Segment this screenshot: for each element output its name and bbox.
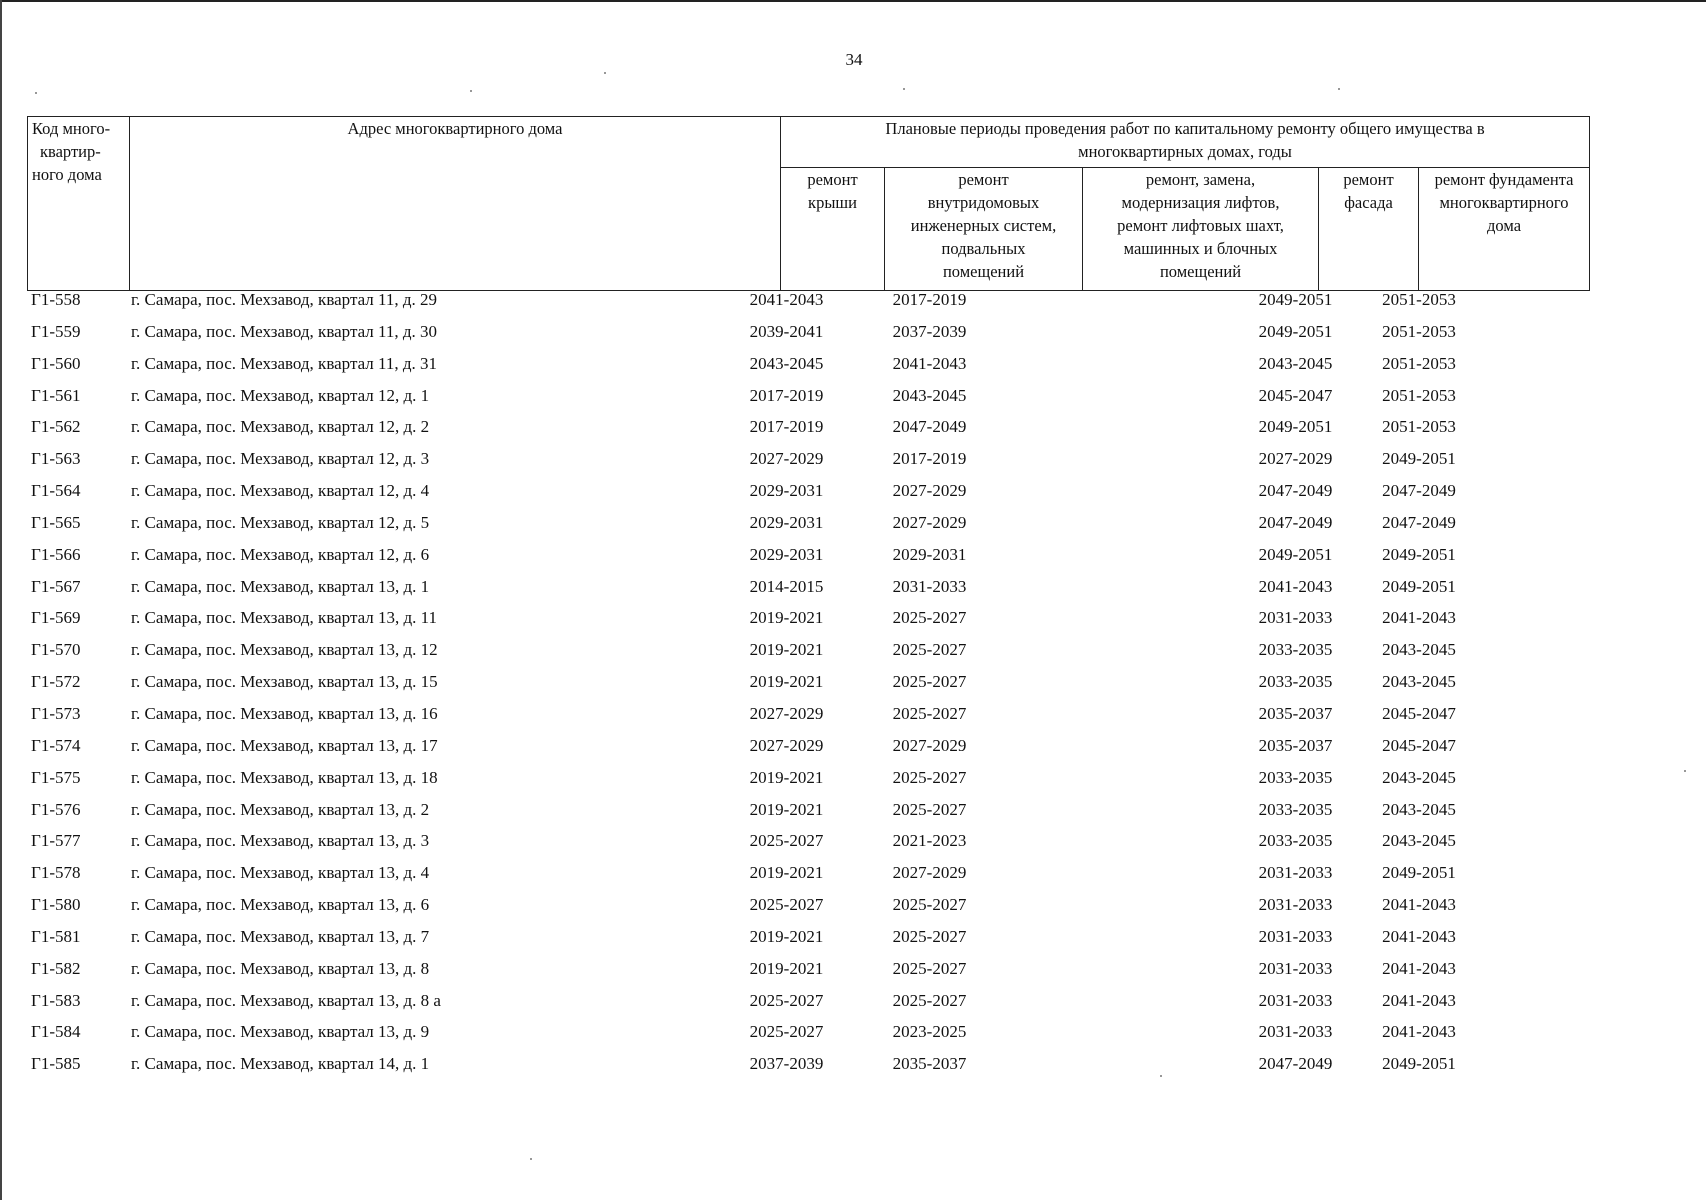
cell-foundation: 2043-2045 bbox=[1382, 767, 1456, 787]
header-facade-cell bbox=[1319, 168, 1419, 291]
cell-engineering: 2025-2027 bbox=[892, 767, 967, 787]
cell-foundation: 2049-2051 bbox=[1382, 1054, 1456, 1074]
cell-code: Г1-566 bbox=[31, 544, 81, 564]
cell-code: Г1-576 bbox=[31, 799, 81, 819]
cell-facade: 2033-2035 bbox=[1258, 767, 1333, 787]
header-engineering-line: инженерных систем, bbox=[910, 216, 1057, 235]
cell-code: Г1-569 bbox=[31, 608, 81, 628]
cell-foundation: 2051-2053 bbox=[1382, 417, 1456, 437]
cell-foundation: 2041-2043 bbox=[1382, 895, 1456, 915]
cell-foundation: 2051-2053 bbox=[1382, 321, 1456, 341]
table-row bbox=[27, 640, 1589, 672]
table-row bbox=[27, 895, 1589, 927]
cell-engineering: 2025-2027 bbox=[892, 640, 967, 660]
header-lift-cell bbox=[1083, 168, 1319, 291]
cell-roof: 2017-2019 bbox=[749, 385, 824, 405]
cell-facade: 2035-2037 bbox=[1258, 735, 1333, 755]
cell-engineering: 2035-2037 bbox=[892, 1054, 967, 1074]
cell-roof: 2025-2027 bbox=[749, 831, 824, 851]
table-row bbox=[27, 449, 1589, 481]
cell-engineering: 2017-2019 bbox=[892, 449, 967, 469]
table-row bbox=[27, 322, 1589, 354]
cell-foundation: 2043-2045 bbox=[1382, 640, 1456, 660]
cell-engineering: 2025-2027 bbox=[892, 926, 967, 946]
cell-foundation: 2041-2043 bbox=[1382, 608, 1456, 628]
cell-address: г. Самара, пос. Мехзавод, квартал 13, д. 15 bbox=[131, 672, 438, 692]
cell-code: Г1-578 bbox=[31, 863, 81, 883]
cell-facade: 2033-2035 bbox=[1258, 799, 1333, 819]
scan-speck bbox=[1160, 1075, 1162, 1077]
cell-address: г. Самара, пос. Мехзавод, квартал 13, д. 7 bbox=[131, 926, 430, 946]
header-foundation-line: дома bbox=[1487, 216, 1522, 235]
cell-address: г. Самара, пос. Мехзавод, квартал 13, д. 8 а bbox=[131, 990, 441, 1010]
cell-facade: 2033-2035 bbox=[1258, 672, 1333, 692]
cell-code: Г1-570 bbox=[31, 640, 81, 660]
table-row bbox=[27, 577, 1589, 609]
scan-speck bbox=[35, 92, 37, 94]
cell-roof: 2019-2021 bbox=[749, 863, 824, 883]
cell-facade: 2047-2049 bbox=[1258, 512, 1333, 532]
cell-address: г. Самара, пос. Мехзавод, квартал 12, д. 3 bbox=[131, 449, 430, 469]
cell-foundation: 2051-2053 bbox=[1382, 290, 1456, 309]
cell-engineering: 2031-2033 bbox=[892, 576, 967, 596]
cell-code: Г1-583 bbox=[31, 990, 81, 1010]
cell-code: Г1-560 bbox=[31, 353, 81, 373]
page-number: 34 bbox=[845, 50, 863, 69]
cell-foundation: 2041-2043 bbox=[1382, 958, 1456, 978]
header-engineering-line: ремонт bbox=[958, 170, 1009, 189]
header-code-line: ного дома bbox=[32, 165, 102, 184]
cell-address: г. Самара, пос. Мехзавод, квартал 14, д. 1 bbox=[131, 1054, 430, 1074]
cell-code: Г1-575 bbox=[31, 767, 81, 787]
cell-roof: 2027-2029 bbox=[749, 449, 824, 469]
cell-roof: 2039-2041 bbox=[749, 321, 824, 341]
cell-code: Г1-558 bbox=[31, 290, 81, 309]
cell-address: г. Самара, пос. Мехзавод, квартал 12, д. 1 bbox=[131, 385, 430, 405]
scan-speck bbox=[470, 90, 472, 92]
header-foundation-line: многоквартирного bbox=[1439, 193, 1569, 212]
header-code-line: Код много- bbox=[32, 119, 111, 138]
cell-facade: 2045-2047 bbox=[1258, 385, 1333, 405]
cell-facade: 2041-2043 bbox=[1258, 576, 1333, 596]
header-code-line: квартир- bbox=[40, 142, 101, 161]
cell-roof: 2019-2021 bbox=[749, 767, 824, 787]
cell-address: г. Самара, пос. Мехзавод, квартал 12, д. 5 bbox=[131, 512, 430, 532]
cell-foundation: 2041-2043 bbox=[1382, 1022, 1456, 1042]
cell-facade: 2031-2033 bbox=[1258, 958, 1333, 978]
cell-code: Г1-559 bbox=[31, 321, 81, 341]
table-row bbox=[27, 386, 1589, 418]
table-row bbox=[27, 863, 1589, 895]
table-row bbox=[27, 417, 1589, 449]
cell-address: г. Самара, пос. Мехзавод, квартал 13, д. 17 bbox=[131, 735, 438, 755]
cell-foundation: 2045-2047 bbox=[1382, 703, 1456, 723]
table-row bbox=[27, 481, 1589, 513]
cell-address: г. Самара, пос. Мехзавод, квартал 11, д. 30 bbox=[131, 321, 438, 341]
cell-roof: 2025-2027 bbox=[749, 895, 824, 915]
cell-foundation: 2041-2043 bbox=[1382, 990, 1456, 1010]
header-lift-line: модернизация лифтов, bbox=[1121, 193, 1280, 212]
cell-facade: 2047-2049 bbox=[1258, 1054, 1333, 1074]
table-row bbox=[27, 768, 1589, 800]
cell-roof: 2041-2043 bbox=[749, 290, 824, 309]
cell-roof: 2014-2015 bbox=[749, 576, 824, 596]
header-lift-line: помещений bbox=[1159, 262, 1242, 281]
scan-speck bbox=[604, 72, 606, 74]
table-row bbox=[27, 672, 1589, 704]
header-engineering-cell bbox=[885, 168, 1083, 291]
cell-address: г. Самара, пос. Мехзавод, квартал 13, д. 12 bbox=[131, 640, 438, 660]
cell-roof: 2019-2021 bbox=[749, 640, 824, 660]
cell-foundation: 2049-2051 bbox=[1382, 544, 1456, 564]
table-row bbox=[27, 290, 1589, 322]
cell-code: Г1-582 bbox=[31, 958, 81, 978]
cell-engineering: 2029-2031 bbox=[892, 544, 967, 564]
scan-speck bbox=[1338, 88, 1340, 90]
header-lift-line: ремонт лифтовых шахт, bbox=[1117, 216, 1284, 235]
scan-speck bbox=[903, 88, 905, 90]
cell-foundation: 2051-2053 bbox=[1382, 353, 1456, 373]
cell-address: г. Самара, пос. Мехзавод, квартал 11, д. 31 bbox=[131, 353, 438, 373]
cell-roof: 2027-2029 bbox=[749, 703, 824, 723]
table-row bbox=[27, 354, 1589, 386]
header-engineering-line: помещений bbox=[942, 262, 1025, 281]
header-lift-line: машинных и блочных bbox=[1123, 239, 1278, 258]
cell-engineering: 2025-2027 bbox=[892, 672, 967, 692]
cell-address: г. Самара, пос. Мехзавод, квартал 13, д. 16 bbox=[131, 703, 438, 723]
cell-facade: 2031-2033 bbox=[1258, 895, 1333, 915]
cell-foundation: 2049-2051 bbox=[1382, 449, 1456, 469]
cell-address: г. Самара, пос. Мехзавод, квартал 13, д. 9 bbox=[131, 1022, 430, 1042]
cell-code: Г1-561 bbox=[31, 385, 81, 405]
cell-code: Г1-565 bbox=[31, 512, 81, 532]
cell-address: г. Самара, пос. Мехзавод, квартал 12, д. 4 bbox=[131, 481, 430, 501]
header-roof-cell bbox=[781, 168, 885, 291]
header-facade-line: фасада bbox=[1344, 193, 1393, 212]
cell-engineering: 2041-2043 bbox=[892, 353, 967, 373]
cell-code: Г1-564 bbox=[31, 481, 81, 501]
cell-roof: 2019-2021 bbox=[749, 608, 824, 628]
cell-foundation: 2047-2049 bbox=[1382, 512, 1456, 532]
cell-facade: 2043-2045 bbox=[1258, 353, 1333, 373]
cell-engineering: 2025-2027 bbox=[892, 799, 967, 819]
cell-facade: 2027-2029 bbox=[1258, 449, 1333, 469]
cell-roof: 2019-2021 bbox=[749, 958, 824, 978]
table-header bbox=[27, 116, 1590, 291]
cell-facade: 2031-2033 bbox=[1258, 863, 1333, 883]
table-row bbox=[27, 800, 1589, 832]
cell-facade: 2033-2035 bbox=[1258, 640, 1333, 660]
cell-foundation: 2045-2047 bbox=[1382, 735, 1456, 755]
cell-engineering: 2021-2023 bbox=[892, 831, 967, 851]
table-row bbox=[27, 704, 1589, 736]
cell-engineering: 2025-2027 bbox=[892, 958, 967, 978]
cell-code: Г1-580 bbox=[31, 895, 81, 915]
cell-address: г. Самара, пос. Мехзавод, квартал 11, д. 29 bbox=[131, 290, 438, 309]
header-facade-line: ремонт bbox=[1343, 170, 1394, 189]
cell-roof: 2017-2019 bbox=[749, 417, 824, 437]
cell-facade: 2031-2033 bbox=[1258, 608, 1333, 628]
cell-facade: 2033-2035 bbox=[1258, 831, 1333, 851]
cell-foundation: 2049-2051 bbox=[1382, 863, 1456, 883]
header-foundation-line: ремонт фундамента bbox=[1434, 170, 1574, 189]
cell-foundation: 2041-2043 bbox=[1382, 926, 1456, 946]
cell-code: Г1-567 bbox=[31, 576, 81, 596]
cell-roof: 2029-2031 bbox=[749, 481, 824, 501]
cell-engineering: 2027-2029 bbox=[892, 481, 967, 501]
header-roof-line: крыши bbox=[808, 193, 857, 212]
cell-roof: 2029-2031 bbox=[749, 544, 824, 564]
header-engineering-line: внутридомовых bbox=[927, 193, 1040, 212]
cell-facade: 2031-2033 bbox=[1258, 990, 1333, 1010]
cell-roof: 2043-2045 bbox=[749, 353, 824, 373]
cell-engineering: 2023-2025 bbox=[892, 1022, 967, 1042]
table-row bbox=[27, 831, 1589, 863]
cell-engineering: 2025-2027 bbox=[892, 703, 967, 723]
cell-foundation: 2043-2045 bbox=[1382, 831, 1456, 851]
table-row bbox=[27, 513, 1589, 545]
cell-facade: 2035-2037 bbox=[1258, 703, 1333, 723]
cell-engineering: 2025-2027 bbox=[892, 608, 967, 628]
cell-engineering: 2043-2045 bbox=[892, 385, 967, 405]
page-top-border bbox=[0, 0, 1706, 2]
header-engineering-line: подвальных bbox=[941, 239, 1026, 258]
table-row bbox=[27, 608, 1589, 640]
cell-code: Г1-585 bbox=[31, 1054, 81, 1074]
scan-speck bbox=[530, 1158, 532, 1160]
cell-address: г. Самара, пос. Мехзавод, квартал 13, д. 18 bbox=[131, 767, 438, 787]
page-left-border bbox=[0, 0, 2, 1200]
cell-foundation: 2051-2053 bbox=[1382, 385, 1456, 405]
table-row bbox=[27, 545, 1589, 577]
cell-roof: 2037-2039 bbox=[749, 1054, 824, 1074]
header-periods-line: многоквартирных домах, годы bbox=[1078, 142, 1292, 161]
cell-code: Г1-562 bbox=[31, 417, 81, 437]
cell-foundation: 2047-2049 bbox=[1382, 481, 1456, 501]
header-address-label: Адрес многоквартирного дома bbox=[347, 119, 563, 138]
cell-facade: 2049-2051 bbox=[1258, 417, 1333, 437]
cell-address: г. Самара, пос. Мехзавод, квартал 12, д. 6 bbox=[131, 544, 430, 564]
table-row bbox=[27, 1022, 1589, 1054]
cell-foundation: 2043-2045 bbox=[1382, 672, 1456, 692]
cell-engineering: 2027-2029 bbox=[892, 512, 967, 532]
cell-engineering: 2047-2049 bbox=[892, 417, 967, 437]
cell-engineering: 2027-2029 bbox=[892, 863, 967, 883]
cell-facade: 2031-2033 bbox=[1258, 1022, 1333, 1042]
table-body bbox=[27, 290, 1589, 1086]
cell-roof: 2019-2021 bbox=[749, 926, 824, 946]
cell-foundation: 2043-2045 bbox=[1382, 799, 1456, 819]
cell-facade: 2047-2049 bbox=[1258, 481, 1333, 501]
table-row bbox=[27, 1054, 1589, 1086]
cell-facade: 2049-2051 bbox=[1258, 290, 1333, 309]
cell-engineering: 2017-2019 bbox=[892, 290, 967, 309]
cell-address: г. Самара, пос. Мехзавод, квартал 13, д. 8 bbox=[131, 958, 430, 978]
table-row bbox=[27, 991, 1589, 1023]
cell-address: г. Самара, пос. Мехзавод, квартал 12, д. 2 bbox=[131, 417, 430, 437]
cell-facade: 2049-2051 bbox=[1258, 321, 1333, 341]
cell-roof: 2019-2021 bbox=[749, 672, 824, 692]
cell-engineering: 2037-2039 bbox=[892, 321, 967, 341]
cell-roof: 2019-2021 bbox=[749, 799, 824, 819]
cell-code: Г1-574 bbox=[31, 735, 81, 755]
scan-speck bbox=[1684, 770, 1686, 772]
table-row bbox=[27, 959, 1589, 991]
cell-code: Г1-573 bbox=[31, 703, 81, 723]
cell-roof: 2025-2027 bbox=[749, 1022, 824, 1042]
cell-engineering: 2027-2029 bbox=[892, 735, 967, 755]
table-row bbox=[27, 736, 1589, 768]
header-foundation-cell bbox=[1419, 168, 1590, 291]
cell-address: г. Самара, пос. Мехзавод, квартал 13, д. 4 bbox=[131, 863, 430, 883]
cell-foundation: 2049-2051 bbox=[1382, 576, 1456, 596]
cell-roof: 2029-2031 bbox=[749, 512, 824, 532]
cell-roof: 2025-2027 bbox=[749, 990, 824, 1010]
cell-code: Г1-581 bbox=[31, 926, 81, 946]
cell-facade: 2049-2051 bbox=[1258, 544, 1333, 564]
cell-address: г. Самара, пос. Мехзавод, квартал 13, д. 6 bbox=[131, 895, 430, 915]
cell-code: Г1-563 bbox=[31, 449, 81, 469]
cell-engineering: 2025-2027 bbox=[892, 990, 967, 1010]
cell-code: Г1-584 bbox=[31, 1022, 81, 1042]
header-code-cell bbox=[28, 117, 130, 291]
cell-address: г. Самара, пос. Мехзавод, квартал 13, д. 2 bbox=[131, 799, 430, 819]
cell-address: г. Самара, пос. Мехзавод, квартал 13, д. 11 bbox=[131, 608, 438, 628]
header-roof-line: ремонт bbox=[807, 170, 858, 189]
cell-roof: 2027-2029 bbox=[749, 735, 824, 755]
cell-code: Г1-572 bbox=[31, 672, 81, 692]
table-row bbox=[27, 927, 1589, 959]
header-periods-cell bbox=[781, 117, 1590, 168]
cell-address: г. Самара, пос. Мехзавод, квартал 13, д. 3 bbox=[131, 831, 430, 851]
header-periods-line: Плановые периоды проведения работ по капитальному ремонту общего имущества в bbox=[885, 119, 1485, 138]
cell-code: Г1-577 bbox=[31, 831, 81, 851]
header-address-cell bbox=[130, 117, 781, 291]
header-lift-line: ремонт, замена, bbox=[1145, 170, 1256, 189]
cell-address: г. Самара, пос. Мехзавод, квартал 13, д. 1 bbox=[131, 576, 430, 596]
cell-facade: 2031-2033 bbox=[1258, 926, 1333, 946]
cell-engineering: 2025-2027 bbox=[892, 895, 967, 915]
